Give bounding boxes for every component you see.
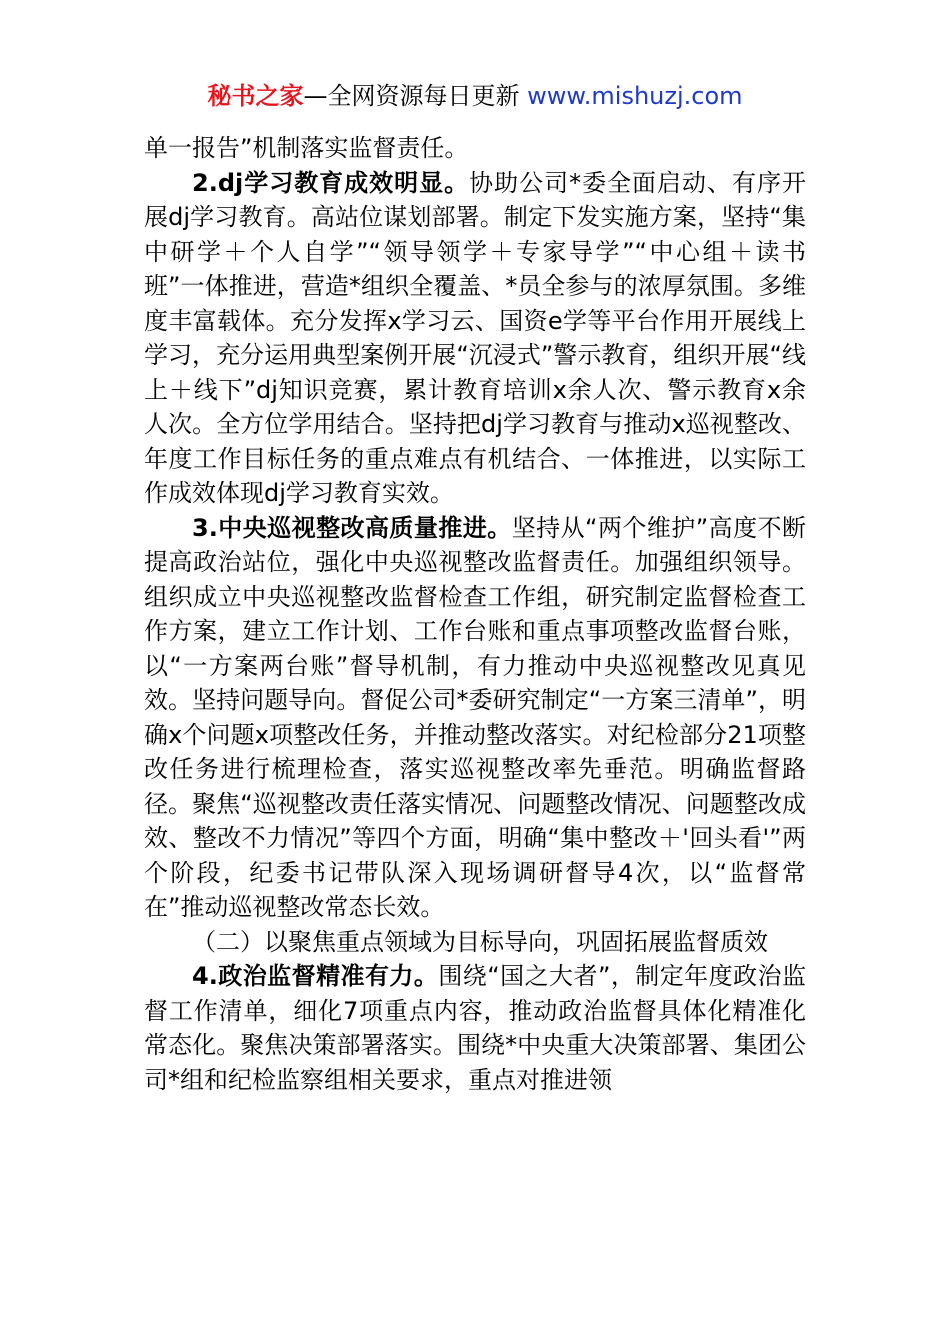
document-body bbox=[144, 131, 806, 1097]
paragraph-item-4 bbox=[144, 959, 806, 1097]
site-header bbox=[0, 80, 950, 112]
paragraph-item-2 bbox=[144, 166, 806, 511]
paragraph-continuation bbox=[144, 131, 806, 166]
section-heading-2 bbox=[144, 925, 806, 960]
site-tagline: —全网资源每日更新 bbox=[303, 82, 520, 110]
paragraph-text: 坚持从“两个维护”高度不断提高政治站位，强化中央巡视整改监督责任。加强组织领导。组织成立中央巡视整改监督检查工作组，研究制定监督检查工作方案，建立工作计划、工作台账和重点事项整改监督台账，以“一方案两台账”督导机制，有力推动中央巡视整改见真见效。坚持问题导向。督促公司*委研究制定“一方案三清单”，明确x个问题x项整改任务，并推动整改落实。对纪检部分21项整改任务进行梳理检查，落实巡视整改率先垂范。明确监督路径。聚焦“巡视整改责任落实情况、问题整改情况、问题整改成效、整改不力情况”等四个方面，明确“集中整改＋'回头看'”两个阶段，纪委书记带队深入现场调研督导4次，以“监督常在”推动巡视整改常态长效。 bbox=[144, 513, 806, 921]
paragraph-text: 协助公司*委全面启动、有序开展dj学习教育。高站位谋划部署。制定下发实施方案，坚持“集中研学＋个人自学”“领导领学＋专家导学”“中心组＋读书班”一体推进，营造*组织全覆盖、*员全参与的浓厚氛围。多维度丰富载体。充分发挥x学习云、国资e学等平台作用开展线上学习，充分运用典型案例开展“沉浸式”警示教育，组织开展“线上＋线下”dj知识竞赛，累计教育培训x余人次、警示教育x余人次。全方位学用结合。坚持把dj学习教育与推动x巡视整改、年度工作目标任务的重点难点有机结合、一体推进，以实际工作成效体现dj学习教育实效。 bbox=[144, 168, 806, 507]
section-heading-text: （二）以聚焦重点领域为目标导向，巩固拓展监督质效 bbox=[192, 927, 768, 956]
paragraph-text: 单一报告”机制落实监督责任。 bbox=[144, 134, 469, 162]
site-brand: 秘书之家 bbox=[207, 82, 304, 110]
paragraph-heading: 3.中央巡视整改高质量推进。 bbox=[192, 513, 512, 542]
site-url[interactable]: www.mishuzj.com bbox=[527, 82, 743, 110]
paragraph-heading: 4.政治监督精准有力。 bbox=[192, 962, 439, 990]
paragraph-heading: 2.dj学习教育成效明显。 bbox=[192, 168, 470, 197]
paragraph-item-3 bbox=[144, 511, 806, 925]
paragraph-text: 围绕“国之大者”，制定年度政治监督工作清单，细化7项重点内容，推动政治监督具体化精准化常态化。聚焦决策部署落实。围绕*中央重大决策部署、集团公司*组和纪检监察组相关要求，重点对推进领 bbox=[144, 962, 806, 1094]
